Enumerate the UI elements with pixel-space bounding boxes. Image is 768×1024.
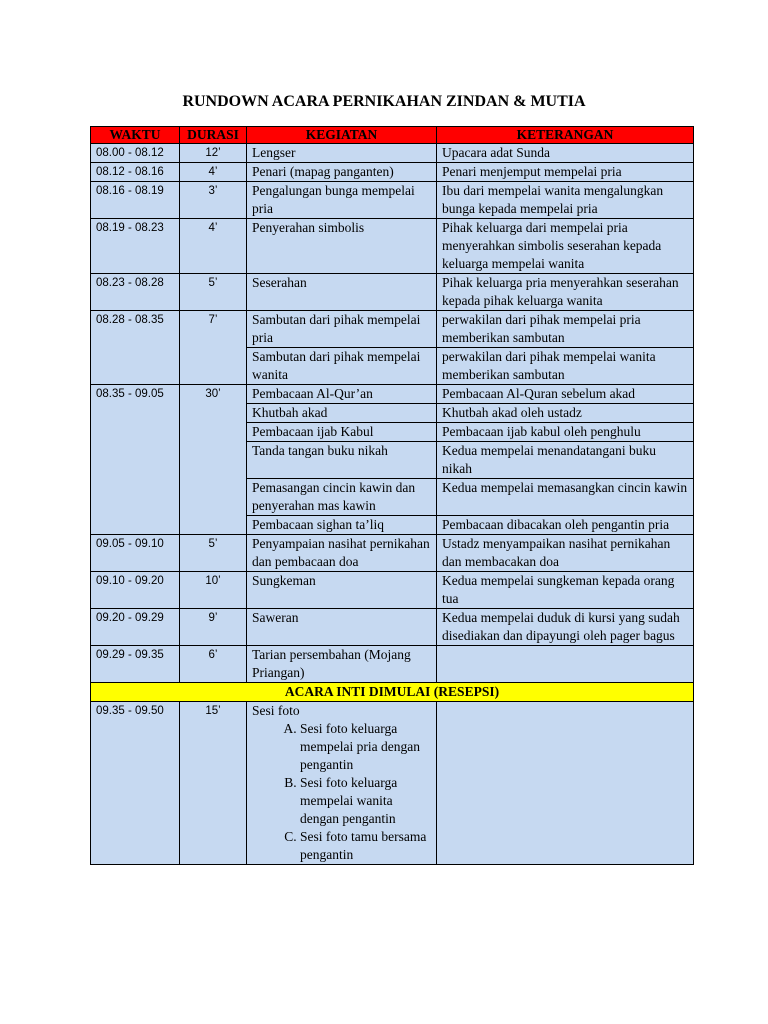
cell-keterangan: Penari menjemput mempelai pria: [437, 163, 694, 182]
list-item: B. Sesi foto keluarga mempelai wanita dengan pengantin: [300, 774, 431, 828]
table-row: [91, 646, 694, 683]
table-header-row: [91, 127, 694, 144]
cell-kegiatan: Seserahan: [247, 274, 437, 311]
cell-durasi: 5’: [180, 535, 247, 572]
cell-waktu: 09.05 - 09.10: [91, 535, 180, 572]
table-row: [91, 182, 694, 219]
cell-waktu: 09.10 - 09.20: [91, 572, 180, 609]
cell-kegiatan: Saweran: [247, 609, 437, 646]
cell-durasi: 9’: [180, 609, 247, 646]
rundown-table: [90, 126, 694, 865]
cell-kegiatan: [247, 702, 437, 865]
list-item: A. Sesi foto keluarga mempelai pria dengan pengantin: [300, 720, 431, 774]
cell-durasi: 4’: [180, 163, 247, 182]
cell-durasi: 10’: [180, 572, 247, 609]
section-row: [91, 683, 694, 702]
table-row: [91, 219, 694, 274]
cell-kegiatan: Penyerahan simbolis: [247, 219, 437, 274]
cell-keterangan: [437, 646, 694, 683]
cell-keterangan: Pembacaan dibacakan oleh pengantin pria: [437, 516, 694, 535]
header-durasi: DURASI: [180, 127, 247, 144]
cell-keterangan: Kedua mempelai memasangkan cincin kawin: [437, 479, 694, 516]
cell-durasi: 7’: [180, 311, 247, 385]
header-keterangan: KETERANGAN: [437, 127, 694, 144]
cell-waktu: 08.16 - 08.19: [91, 182, 180, 219]
cell-kegiatan: Sambutan dari pihak mempelai pria: [247, 311, 437, 348]
cell-durasi: 4’: [180, 219, 247, 274]
cell-keterangan: Kedua mempelai sungkeman kepada orang tua: [437, 572, 694, 609]
header-kegiatan: KEGIATAN: [247, 127, 437, 144]
cell-keterangan: Pihak keluarga dari mempelai pria menyerahkan simbolis seserahan kepada keluarga mempelai wanita: [437, 219, 694, 274]
cell-waktu: 08.28 - 08.35: [91, 311, 180, 385]
cell-durasi: 30’: [180, 385, 247, 535]
cell-keterangan: [437, 702, 694, 865]
table-row: [91, 702, 694, 865]
cell-keterangan: Ustadz menyampaikan nasihat pernikahan dan membacakan doa: [437, 535, 694, 572]
cell-keterangan: perwakilan dari pihak mempelai pria memberikan sambutan: [437, 311, 694, 348]
table-row: [91, 385, 694, 404]
cell-keterangan: Kedua mempelai menandatangani buku nikah: [437, 442, 694, 479]
cell-kegiatan: Tanda tangan buku nikah: [247, 442, 437, 479]
list-item: C. Sesi foto tamu bersama pengantin: [300, 828, 431, 864]
cell-waktu: 08.35 - 09.05: [91, 385, 180, 535]
cell-durasi: 12’: [180, 144, 247, 163]
cell-kegiatan: Pemasangan cincin kawin dan penyerahan mas kawin: [247, 479, 437, 516]
cell-waktu: 09.35 - 09.50: [91, 702, 180, 865]
cell-durasi: 15’: [180, 702, 247, 865]
cell-keterangan: Pihak keluarga pria menyerahkan seserahan kepada pihak keluarga wanita: [437, 274, 694, 311]
cell-keterangan: Kedua mempelai duduk di kursi yang sudah disediakan dan dipayungi oleh pager bagus: [437, 609, 694, 646]
cell-kegiatan: Sambutan dari pihak mempelai wanita: [247, 348, 437, 385]
cell-keterangan: Pembacaan ijab kabul oleh penghulu: [437, 423, 694, 442]
cell-durasi: 3’: [180, 182, 247, 219]
cell-kegiatan: Pembacaan Al-Qur’an: [247, 385, 437, 404]
table-row: [91, 274, 694, 311]
cell-kegiatan: Khutbah akad: [247, 404, 437, 423]
cell-durasi: 5’: [180, 274, 247, 311]
cell-waktu: 08.12 - 08.16: [91, 163, 180, 182]
cell-kegiatan: Penyampaian nasihat pernikahan dan pembacaan doa: [247, 535, 437, 572]
table-row: [91, 609, 694, 646]
cell-keterangan: Pembacaan Al-Quran sebelum akad: [437, 385, 694, 404]
cell-waktu: 08.00 - 08.12: [91, 144, 180, 163]
cell-keterangan: Ibu dari mempelai wanita mengalungkan bunga kepada mempelai pria: [437, 182, 694, 219]
cell-kegiatan: Pembacaan sighan ta’liq: [247, 516, 437, 535]
cell-keterangan: Khutbah akad oleh ustadz: [437, 404, 694, 423]
table-row: [91, 144, 694, 163]
cell-kegiatan: Tarian persembahan (Mojang Priangan): [247, 646, 437, 683]
table-row: [91, 311, 694, 348]
header-waktu: WAKTU: [91, 127, 180, 144]
table-row: [91, 572, 694, 609]
cell-durasi: 6’: [180, 646, 247, 683]
table-row: [91, 163, 694, 182]
section-heading: ACARA INTI DIMULAI (RESEPSI): [91, 683, 694, 702]
cell-waktu: 08.23 - 08.28: [91, 274, 180, 311]
cell-waktu: 08.19 - 08.23: [91, 219, 180, 274]
table-row: [91, 535, 694, 572]
document-title: RUNDOWN ACARA PERNIKAHAN ZINDAN & MUTIA: [182, 93, 586, 110]
kegiatan-heading: Sesi foto: [252, 703, 300, 718]
cell-kegiatan: Lengser: [247, 144, 437, 163]
photo-session-list: [252, 720, 431, 864]
cell-kegiatan: Sungkeman: [247, 572, 437, 609]
cell-keterangan: perwakilan dari pihak mempelai wanita memberikan sambutan: [437, 348, 694, 385]
cell-keterangan: Upacara adat Sunda: [437, 144, 694, 163]
cell-waktu: 09.20 - 09.29: [91, 609, 180, 646]
cell-waktu: 09.29 - 09.35: [91, 646, 180, 683]
cell-kegiatan: Penari (mapag panganten): [247, 163, 437, 182]
cell-kegiatan: Pengalungan bunga mempelai pria: [247, 182, 437, 219]
cell-kegiatan: Pembacaan ijab Kabul: [247, 423, 437, 442]
